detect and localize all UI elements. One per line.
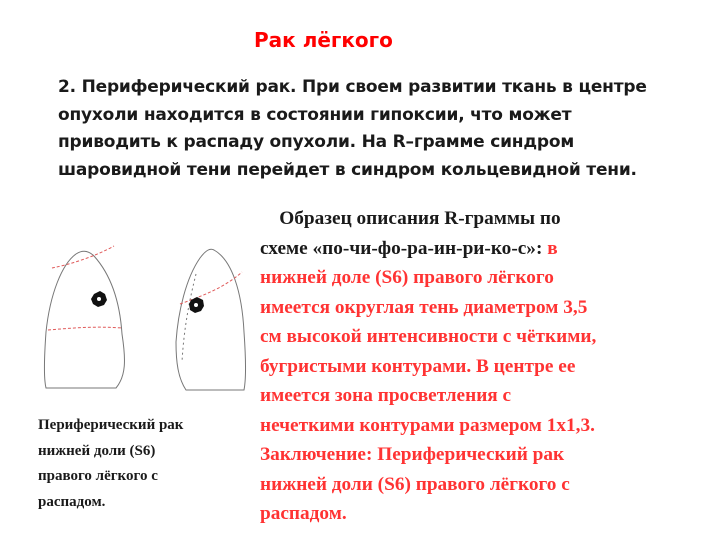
sample-text-red: имеется зона просветления с <box>260 385 512 406</box>
intro-line: 2. Периферический рак. При своем развитии ткань в центре <box>58 77 647 97</box>
caption-line: нижней доли (S6) <box>38 442 156 459</box>
sample-line <box>260 293 700 323</box>
description-sample <box>260 204 700 529</box>
tumor-left-cavity <box>97 297 101 301</box>
sample-line <box>260 322 700 352</box>
intro-line: приводить к распаду опухоли. На R–грамме синдром <box>58 132 575 152</box>
lung-diagram <box>36 242 248 392</box>
sample-line <box>260 381 700 411</box>
sample-line <box>260 440 700 470</box>
intro-paragraph <box>58 74 698 184</box>
left-lung-fissure-lower <box>48 327 122 330</box>
sample-text-red: см высокой интенсивности с чёткими, <box>260 326 597 347</box>
sample-text-red: бугристыми контурами. В центре ее <box>260 355 576 377</box>
sample-text-red: нечеткими контурами размером 1х1,3. <box>260 414 595 436</box>
right-lung-fissure <box>180 272 242 304</box>
intro-line: шаровидной тени перейдет в синдром кольцевидной тени. <box>58 159 637 180</box>
caption-line: правого лёгкого с <box>38 468 158 484</box>
sample-line <box>260 499 700 529</box>
caption-line: распадом. <box>38 493 106 510</box>
sample-line <box>260 234 700 264</box>
tumor-right-cavity <box>194 303 198 307</box>
sample-text-red: распадом. <box>260 503 347 524</box>
sample-line <box>260 204 700 234</box>
sample-text-black: схеме «по-чи-фо-ра-ин-ри-ко-с»: <box>260 237 548 259</box>
sample-line <box>260 263 700 293</box>
intro-line: опухоли находится в состоянии гипоксии, что может <box>58 104 572 125</box>
sample-text-red: имеется округлая тень диаметром 3,5 <box>260 296 588 318</box>
sample-line <box>260 352 700 382</box>
slide-title: Рак лёгкого <box>254 28 393 52</box>
sample-line <box>260 470 700 500</box>
sample-text-red: нижней доле (S6) правого лёгкого <box>260 267 554 288</box>
sample-text-red: Заключение: Периферический рак <box>260 444 565 465</box>
left-lung-outline <box>45 251 125 388</box>
left-lung-fissure <box>52 246 114 268</box>
sample-text-red: нижней доли (S6) правого лёгкого с <box>260 473 570 495</box>
sample-line <box>260 411 700 441</box>
figure-caption <box>38 413 238 515</box>
sample-text-red: в <box>547 237 558 259</box>
caption-line: Периферический рак <box>38 417 184 433</box>
sample-text-black: Образец описания R-граммы по <box>260 208 561 229</box>
right-lung-inner-contour <box>182 274 196 362</box>
